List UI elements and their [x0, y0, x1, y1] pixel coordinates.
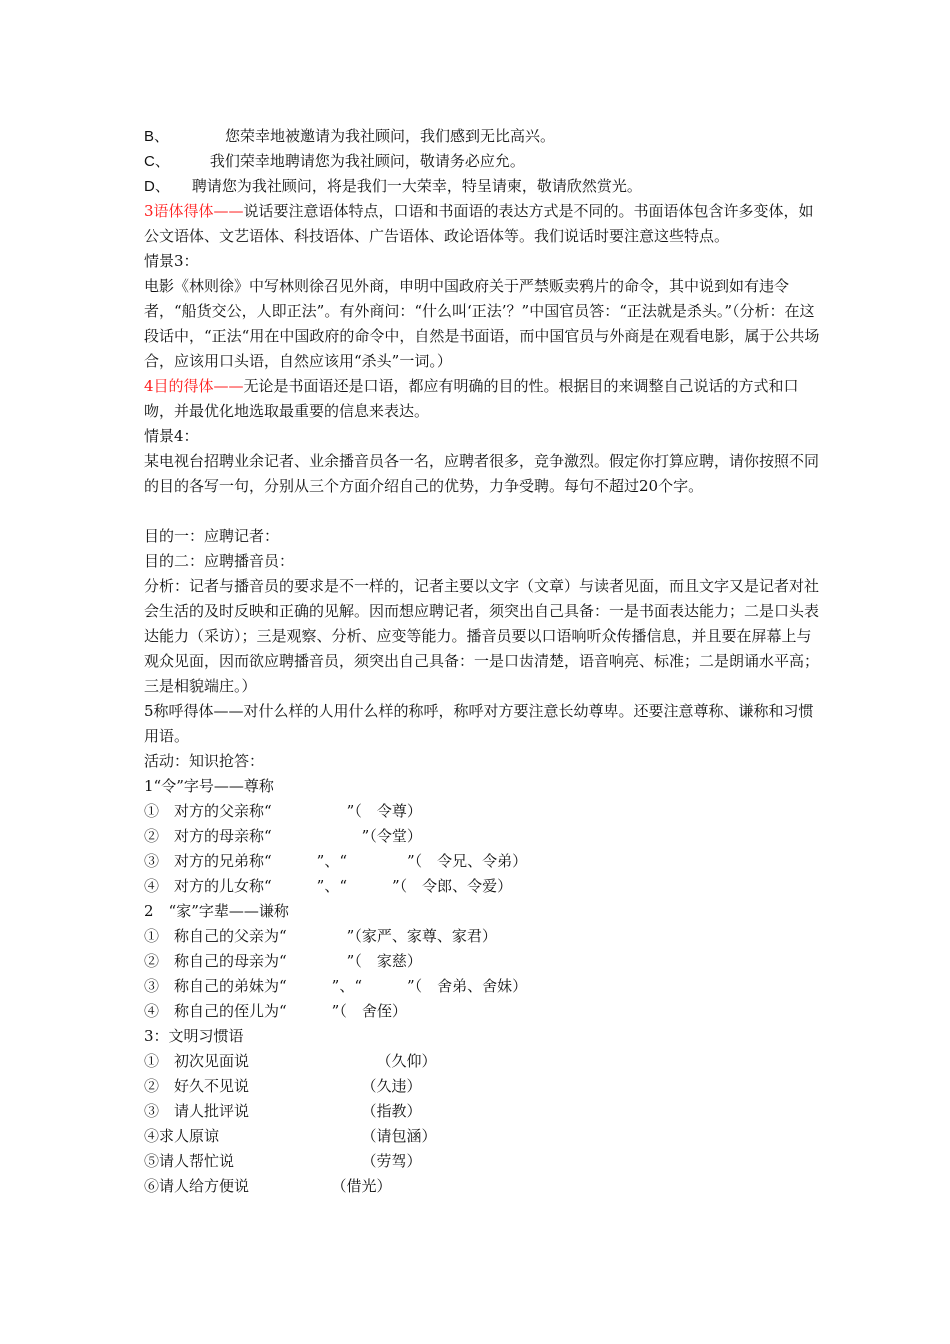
scene-3-text: 电影《林则徐》中写林则徐召见外商，申明中国政府关于严禁贩卖鸦片的命令，其中说到如有违令者，“船货交公，人即正法”。有外商问：“什么叫‘正法’？”中国官员答：“正法就是杀头。”（分析：在这段话中，“正法“用在中国政府的命令中，自然是书面语，而中国官员与外商是在观看电影，属于公共场合，应该用口头语，自然应该用“杀头”一词。） — [144, 277, 820, 370]
section-3-paragraph: 3语体得体——说话要注意语体特点，口语和书面语的表达方式是不同的。书面语体包含许多变体，如公文语体、文艺语体、科技语体、广告语体、政论语体等。我们说话时要注意这些特点。 — [144, 202, 814, 245]
option-c: C、 我们荣幸地聘请您为我社顾问，敬请务必应允。 — [144, 152, 525, 170]
purpose-two: 目的二：应聘播音员： — [144, 552, 295, 570]
section-5-heading: 5称呼得体—— — [144, 702, 244, 720]
group-2-item: ④ 称自己的侄儿为“ ”（ 舍侄） — [144, 1002, 407, 1020]
group-1-item: ④ 对方的儿女称“ ”、“ ”（ 令郎、令爱） — [144, 877, 513, 895]
option-b: B、 您荣幸地被邀请为我社顾问，我们感到无比高兴。 — [144, 127, 556, 145]
scene-4-label: 情景4： — [144, 427, 199, 445]
group-3-title: 3：文明习惯语 — [144, 1027, 244, 1045]
group-2-title: 2 “家”字辈——谦称 — [144, 902, 289, 920]
group-1-item: ① 对方的父亲称“ ”（ 令尊） — [144, 802, 422, 820]
section-4-paragraph: 4目的得体——无论是书面语还是口语，都应有明确的目的性。根据目的来调整自己说话的方式和口吻，并最优化地选取最重要的信息来表达。 — [144, 377, 799, 420]
group-1-item: ② 对方的母亲称“ ”（令堂） — [144, 827, 422, 845]
group-3-item: ② 好久不见说 （久违） — [144, 1077, 422, 1095]
group-2-item: ③ 称自己的弟妹为“ ”、“ ”（ 舍弟、舍妹） — [144, 977, 528, 995]
group-3-item: ⑥请人给方便说 （借光） — [144, 1177, 392, 1195]
group-3-item: ① 初次见面说 （久仰） — [144, 1052, 437, 1070]
section-3-heading: 3语体得体—— — [144, 202, 244, 220]
option-d: D、 聘请您为我社顾问，将是我们一大荣幸，特呈请柬，敬请欣然赏光。 — [144, 177, 642, 195]
group-3-item: ④求人原谅 （请包涵） — [144, 1127, 437, 1145]
spacer — [144, 499, 824, 524]
section-4-heading: 4目的得体—— — [144, 377, 244, 395]
group-3-item: ③ 请人批评说 （指教） — [144, 1102, 422, 1120]
scene-3-label: 情景3： — [144, 252, 199, 270]
group-3-item: ⑤请人帮忙说 （劳驾） — [144, 1152, 422, 1170]
scene-4-text: 某电视台招聘业余记者、业余播音员各一名，应聘者很多，竞争激烈。假定你打算应聘，请你按照不同的目的各写一句，分别从三个方面介绍自己的优势，力争受聘。每句不超过20个字。 — [144, 452, 820, 495]
group-1-item: ③ 对方的兄弟称“ ”、“ ”（ 令兄、令弟） — [144, 852, 528, 870]
activity-label: 活动：知识抢答： — [144, 752, 265, 770]
section-5-paragraph: 5称呼得体——对什么样的人用什么样的称呼，称呼对方要注意长幼尊卑。还要注意尊称、谦称和习惯用语。 — [144, 702, 814, 745]
purpose-one: 目的一：应聘记者： — [144, 527, 280, 545]
group-1-title: 1“令”字号——尊称 — [144, 777, 274, 795]
group-2-item: ② 称自己的母亲为“ ”（ 家慈） — [144, 952, 422, 970]
document-body — [144, 124, 824, 1199]
group-2-item: ① 称自己的父亲为“ ”（家严、家尊、家君） — [144, 927, 497, 945]
analysis-paragraph: 分析：记者与播音员的要求是不一样的，记者主要以文字（文章）与读者见面，而且文字又是记者对社会生活的及时反映和正确的见解。因而想应聘记者，须突出自己具备：一是书面表达能力；二是口头表达能力（采访）；三是观察、分析、应变等能力。播音员要以口语响听众传播信息，并且要在屏幕上与观众见面，因而欲应聘播音员，须突出自己具备：一是口齿清楚，语音响亮、标准；二是朗诵水平高；三是相貌端庄。） — [144, 577, 820, 695]
